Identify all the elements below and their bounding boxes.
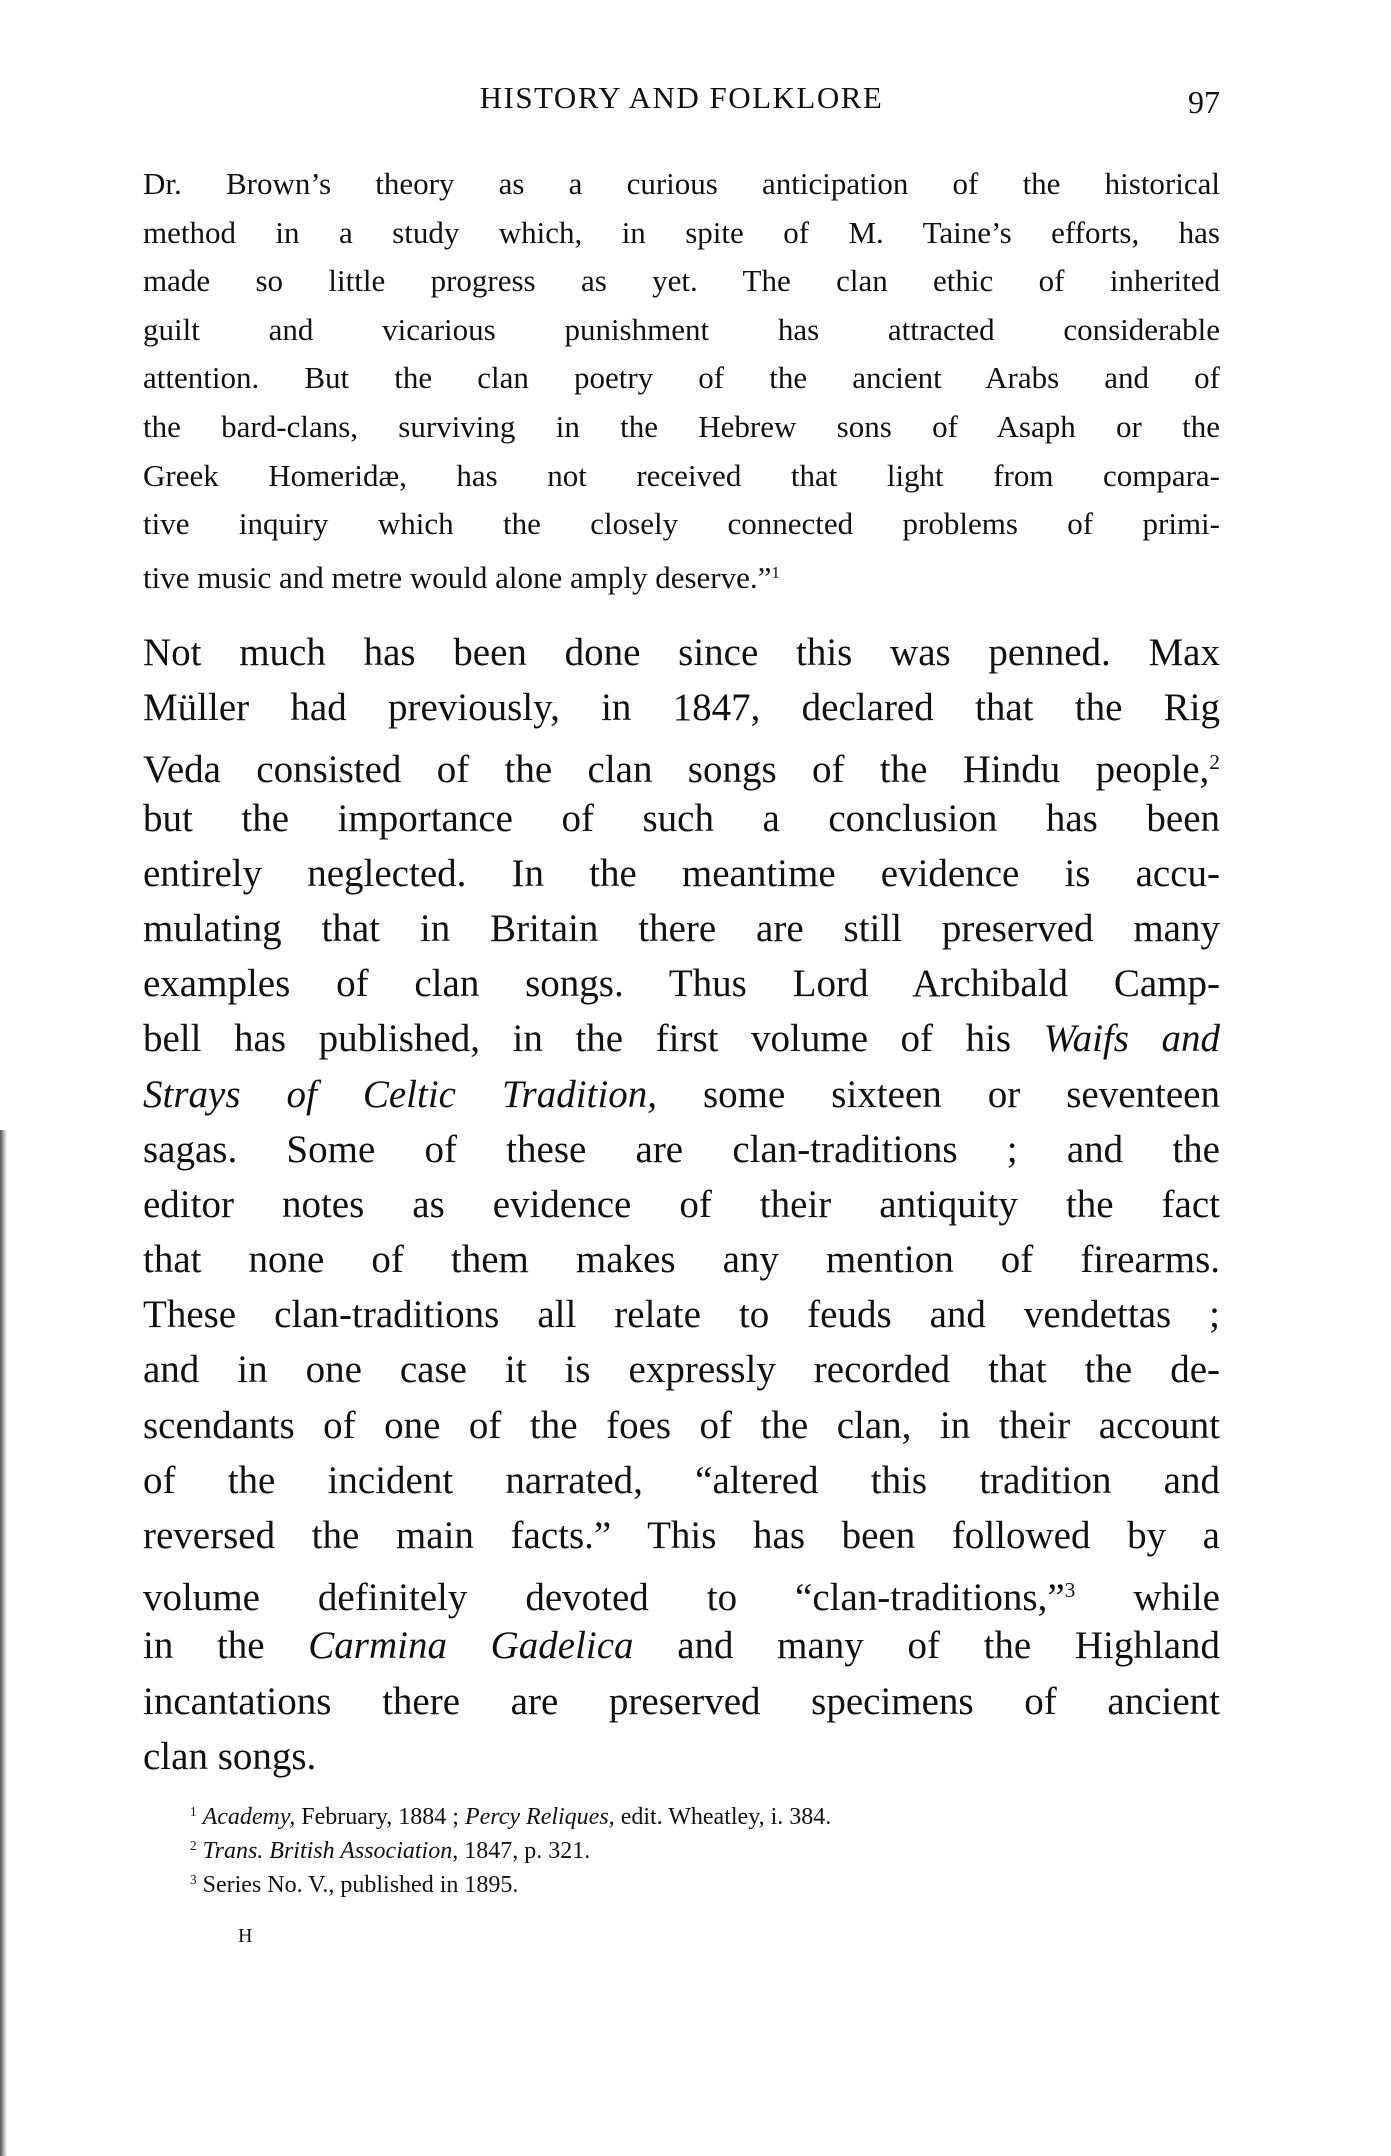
- text-run: scendants of one of the foes of the clan, in their account: [143, 1403, 1220, 1447]
- text-run: reversed the main facts.” This has been followed by a: [143, 1514, 1220, 1557]
- italic-title: Strays of Celtic Tradition,: [143, 1072, 657, 1116]
- scan-binding-edge: [0, 1130, 7, 2156]
- text-line: [143, 625, 1220, 680]
- quoted-passage: [143, 160, 1220, 597]
- text-run: volume definitely devoted to “clan-traditions,”: [143, 1576, 1065, 1620]
- footnote-ref: 2: [190, 1838, 197, 1853]
- text-line: [143, 209, 1220, 258]
- page-number: 97: [1188, 84, 1220, 120]
- text-run: attention. But the clan poetry of the ancient Arabs and of: [143, 360, 1220, 396]
- text-line: [143, 257, 1220, 306]
- text-line: [143, 549, 1220, 598]
- text-run: editor notes as evidence of their antiquity the fact: [143, 1182, 1220, 1226]
- text-run: that none of them makes any mention of firearms.: [143, 1238, 1220, 1282]
- text-run: clan songs.: [143, 1734, 317, 1778]
- text-run: of the incident narrated, “altered this tradition and: [143, 1458, 1220, 1502]
- text-run: Series No. V., published in 1895.: [196, 1871, 519, 1898]
- footnote: [190, 1795, 1230, 1829]
- text-line: [143, 1287, 1220, 1342]
- footnote-ref: 3: [1064, 1578, 1076, 1603]
- text-run: mulating that in Britain there are still preserved many: [143, 906, 1220, 950]
- text-run: Greek Homeridæ, has not received that light from compara-: [143, 457, 1220, 493]
- footnote-ref: 3: [190, 1872, 197, 1887]
- footnote-ref: 1: [771, 562, 780, 582]
- text-run: sagas. Some of these are clan-traditions ; and the: [143, 1127, 1220, 1171]
- text-run: but the importance of such a conclusion has been: [143, 796, 1220, 840]
- text-line: [143, 160, 1220, 209]
- text-line: [143, 403, 1220, 452]
- text-run: and many of the Highland: [633, 1624, 1220, 1668]
- text-line: [143, 1453, 1220, 1508]
- text-run: Müller had previously, in 1847, declared that the Rig: [143, 686, 1220, 730]
- text-line: [143, 680, 1220, 735]
- italic-title: Waifs and: [1043, 1017, 1220, 1061]
- text-run: made so little progress as yet. The clan ethic of inherited: [143, 263, 1220, 299]
- footnote: [190, 1829, 1230, 1863]
- text-line: [143, 735, 1220, 790]
- text-line: [143, 1067, 1220, 1122]
- italic-title: Academy,: [202, 1803, 296, 1830]
- text-run: incantations there are preserved specimens of ancient: [143, 1679, 1220, 1723]
- signature-mark: H: [238, 1925, 253, 1947]
- text-line: [143, 901, 1220, 956]
- text-line: [143, 1122, 1220, 1177]
- text-run: tive inquiry which the closely connected problems of primi-: [143, 506, 1220, 542]
- italic-title: Trans. British Association,: [202, 1837, 459, 1864]
- text-line: [143, 1011, 1220, 1066]
- text-line: [143, 1232, 1220, 1287]
- text-line: [143, 306, 1220, 355]
- text-run: and in one case it is expressly recorded that the de-: [143, 1348, 1220, 1392]
- text-run: while: [1075, 1576, 1220, 1620]
- italic-title: Carmina Gadelica: [308, 1624, 634, 1668]
- text-run: the bard-clans, surviving in the Hebrew sons of Asaph or the: [143, 408, 1220, 444]
- text-run: Veda consisted of the clan songs of the Hindu people,: [143, 748, 1210, 792]
- text-run: These clan-traditions all relate to feuds and vendettas ;: [143, 1293, 1220, 1337]
- text-line: [143, 846, 1220, 901]
- page-header: [143, 80, 1220, 130]
- text-line: [143, 1729, 1220, 1784]
- text-run: bell has published, in the first volume of his: [143, 1017, 1044, 1061]
- text-run: February, 1884 ;: [295, 1803, 465, 1830]
- text-run: Dr. Brown’s theory as a curious anticipation of the historical: [143, 166, 1220, 201]
- text-run: tive music and metre would alone amply deserve.”: [143, 559, 772, 595]
- text-line: [143, 1508, 1220, 1563]
- text-line: [143, 1674, 1220, 1729]
- text-line: [143, 1618, 1220, 1673]
- text-line: [143, 354, 1220, 403]
- running-title: HISTORY AND FOLKLORE: [479, 80, 884, 115]
- text-line: [143, 1342, 1220, 1397]
- footnotes: [190, 1795, 1230, 1897]
- footnote: [190, 1863, 1230, 1897]
- text-line: [143, 956, 1220, 1011]
- text-line: [143, 1563, 1220, 1618]
- text-run: entirely neglected. In the meantime evidence is accu-: [143, 851, 1220, 895]
- italic-title: Percy Reliques,: [464, 1803, 615, 1830]
- text-run: method in a study which, in spite of M. Taine’s efforts, has: [143, 214, 1220, 250]
- text-run: 1847, p. 321.: [458, 1837, 591, 1864]
- text-run: Not much has been done since this was penned. Max: [143, 631, 1220, 674]
- text-run: examples of clan songs. Thus Lord Archibald Camp-: [143, 962, 1220, 1006]
- text-line: [143, 1398, 1220, 1453]
- text-line: [143, 500, 1220, 549]
- text-line: [143, 1177, 1220, 1232]
- text-run: edit. Wheatley, i. 384.: [614, 1803, 832, 1830]
- main-paragraph: [143, 625, 1220, 1784]
- footnote-ref: 2: [1209, 750, 1220, 775]
- text-run: some sixteen or seventeen: [656, 1072, 1220, 1116]
- text-line: [143, 791, 1220, 846]
- footnote-ref: 1: [190, 1804, 197, 1819]
- text-run: guilt and vicarious punishment has attracted considerable: [143, 311, 1220, 347]
- text-run: in the: [143, 1624, 309, 1668]
- text-line: [143, 452, 1220, 501]
